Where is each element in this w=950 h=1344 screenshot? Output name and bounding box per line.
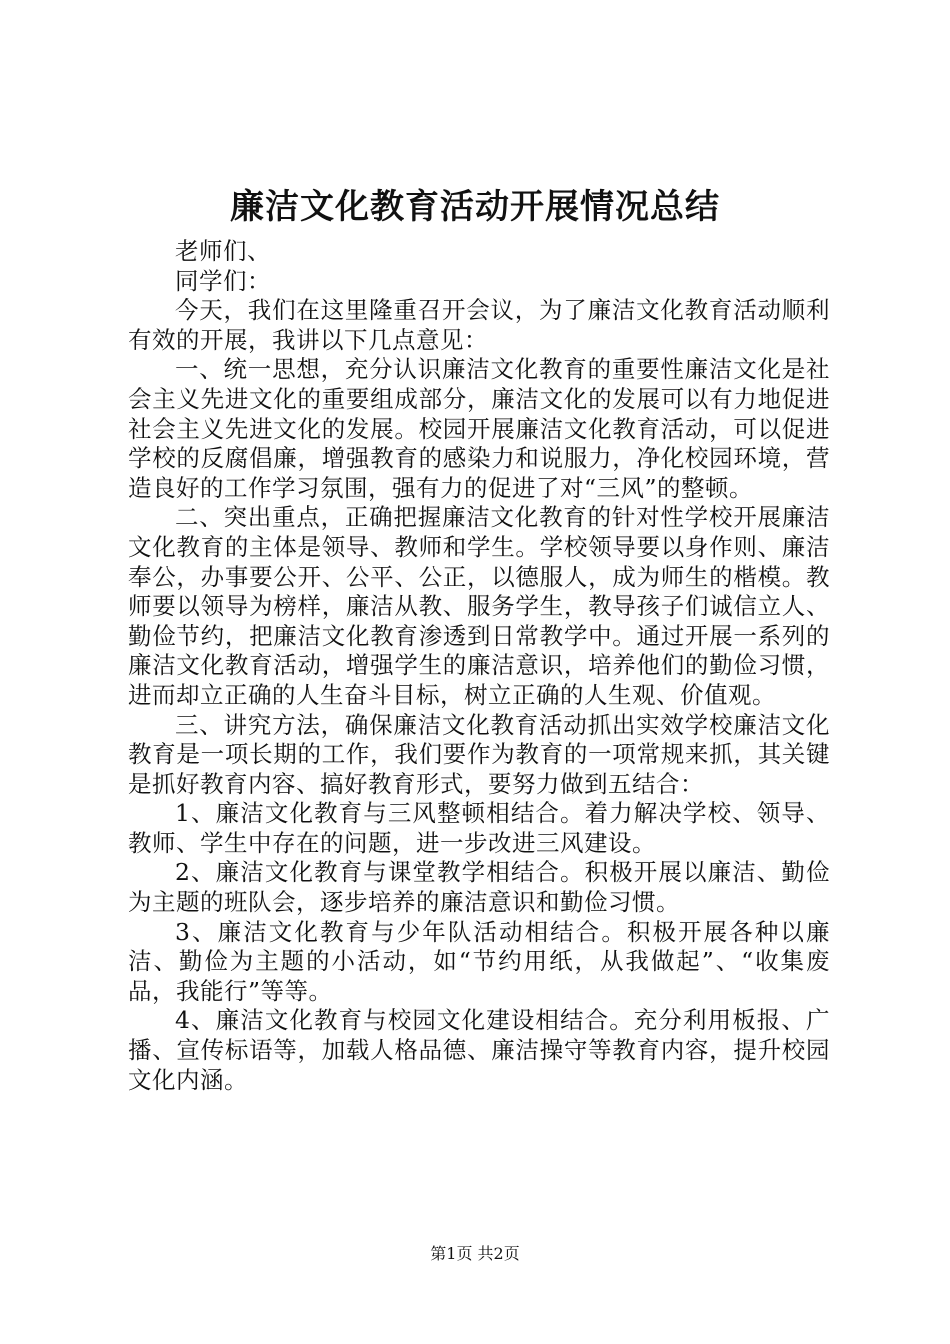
salutation-teachers: 老师们、	[175, 237, 271, 265]
section-three-paragraph: 三、讲究方法，确保廉洁文化教育活动抓出实效学校廉洁文化教育是一项长期的工作，我们要作为教育的一项常规来抓，其关键是抓好教育内容、搞好教育形式，要努力做到五结合：	[128, 710, 830, 798]
intro-paragraph: 今天，我们在这里隆重召开会议，为了廉洁文化教育活动顺利有效的开展，我讲以下几点意见：	[128, 296, 830, 354]
salutation-students: 同学们：	[175, 266, 271, 295]
section-two-paragraph: 二、突出重点，正确把握廉洁文化教育的针对性学校开展廉洁文化教育的主体是领导、教师和学生。学校领导要以身作则、廉洁奉公，办事要公开、公平、公正，以德服人，成为师生的楷模。教师要以领导为榜样，廉洁从教、服务学生，教导孩子们诚信立人、勤俭节约，把廉洁文化教育渗透到日常教学中。通过开展一系列的廉洁文化教育活动，增强学生的廉洁意识，培养他们的勤俭习惯，进而却立正确的人生奋斗目标，树立正确的人生观、价值观。	[128, 503, 830, 709]
list-item-2: 2、廉洁文化教育与课堂教学相结合。积极开展以廉洁、勤俭为主题的班队会，逐步培养的廉洁意识和勤俭习惯。	[128, 858, 830, 917]
list-item-1: 1、廉洁文化教育与三风整顿相结合。着力解决学校、领导、教师、学生中存在的问题，进一步改进三风建设。	[128, 799, 830, 857]
page-footer: 第1页 共2页	[430, 1244, 520, 1263]
document-title: 廉洁文化教育活动开展情况总结	[230, 187, 720, 227]
list-item-3: 3、廉洁文化教育与少年队活动相结合。积极开展各种以廉洁、勤俭为主题的小活动，如“节约用纸，从我做起”、“收集废品，我能行”等等。	[128, 917, 830, 1005]
section-one-paragraph: 一、统一思想，充分认识廉洁文化教育的重要性廉洁文化是社会主义先进文化的重要组成部分，廉洁文化的发展可以有力地促进社会主义先进文化的发展。校园开展廉洁文化教育活动，可以促进学校的反腐倡廉，增强教育的感染力和说服力，净化校园环境，营造良好的工作学习氛围，强有力的促进了对“三风”的整顿。	[128, 355, 830, 502]
list-item-4: 4、廉洁文化教育与校园文化建设相结合。充分利用板报、广播、宣传标语等，加载人格品德、廉洁操守等教育内容，提升校园文化内涵。	[128, 1006, 830, 1094]
document-body	[128, 237, 830, 1095]
